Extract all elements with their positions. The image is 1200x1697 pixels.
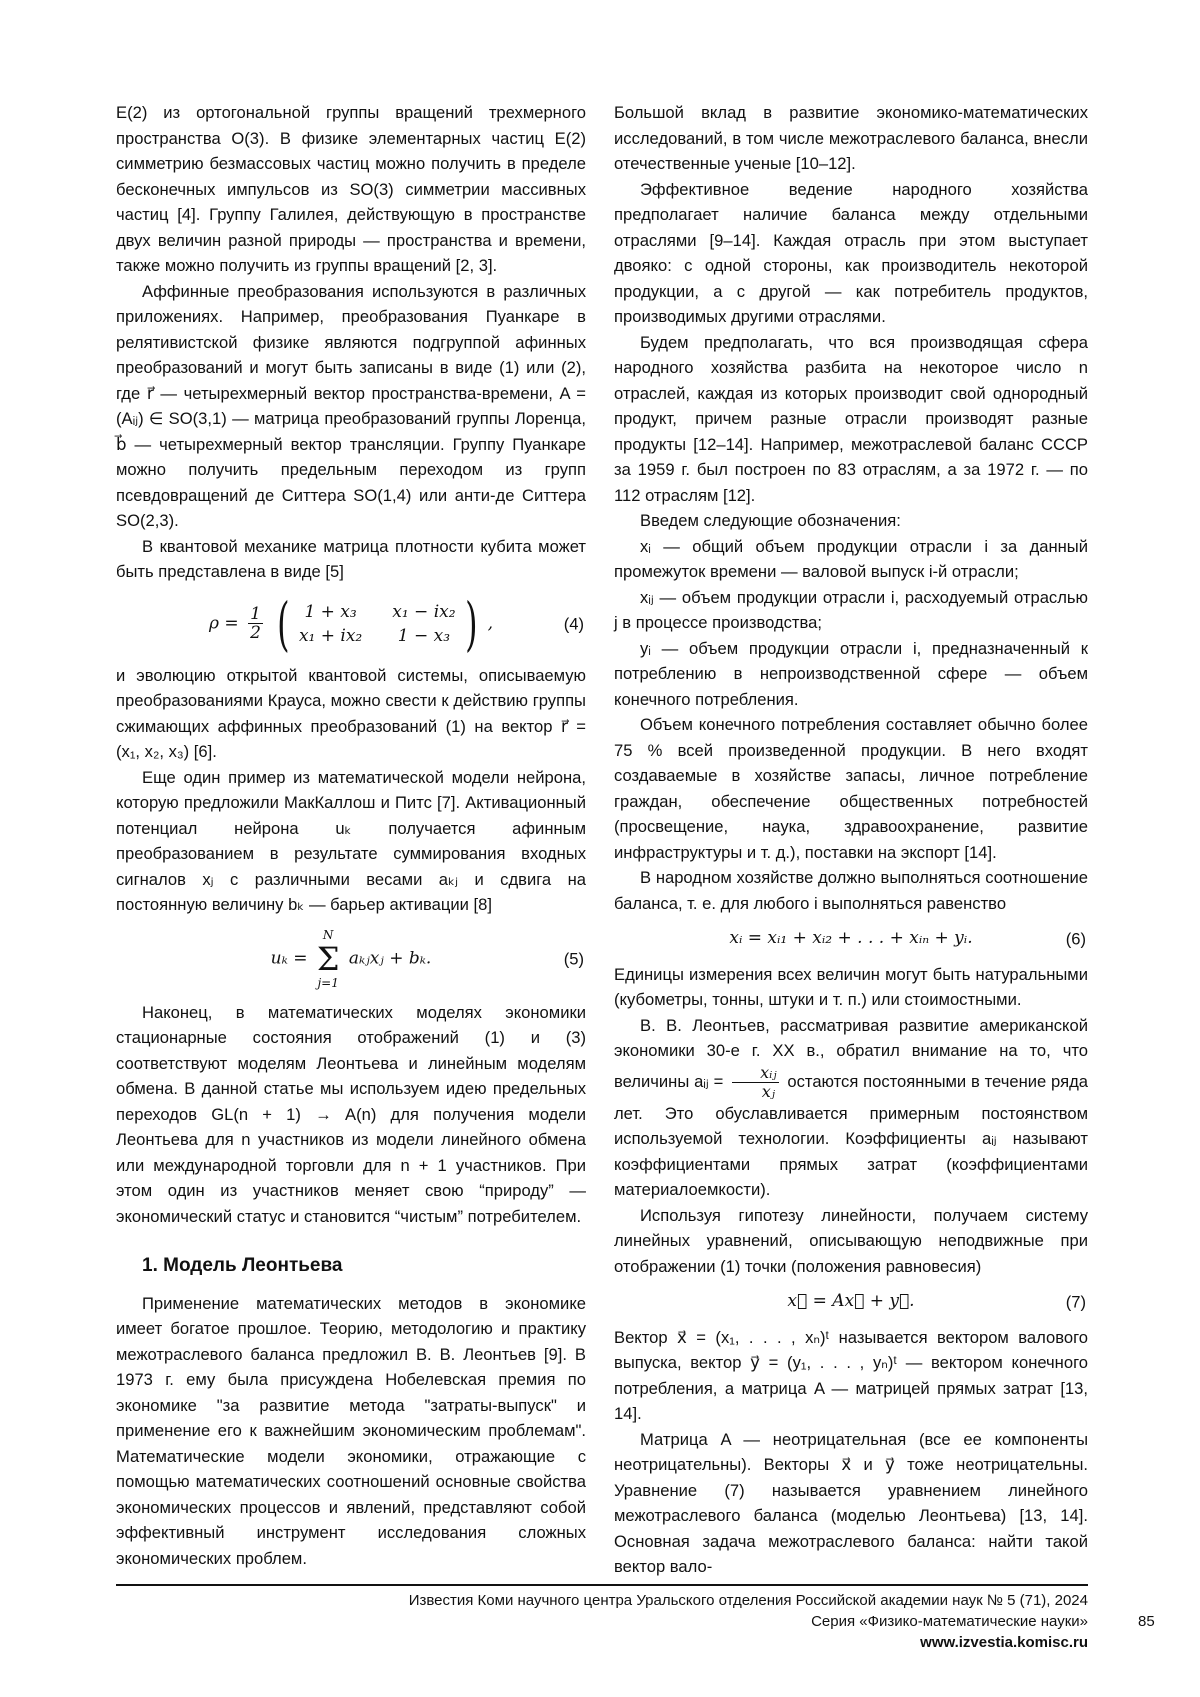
journal-series: Серия «Физико-математические науки» bbox=[811, 1613, 1088, 1630]
paragraph: Аффинные преобразования используются в различных приложениях. Например, преобразования Пуанкаре в релятивистской физике являются подгруппой афинных преобразований и могут быть записаны в виде (1) или (2), где r⃗ — четырехмерный вектор пространства-времени, A = (Aᵢⱼ) ∈ SO(3,1) — матрица преобразований группы Лоренца, b⃗ — четырехмерный вектор трансляции. Группу Пуанкаре можно получить предельным переходом из групп псевдовращений де Ситтера SO(1,4) или анти-де Ситтера SO(2,3). bbox=[116, 281, 586, 530]
text-segment: остаются постоянными в течение ряда лет. Это обуславливается примерным постоянством используемой технологии. Коэффициенты aᵢⱼ называют коэффициентами прямых затрат (коэффициентами материалоемкости). bbox=[614, 1071, 1088, 1199]
right-paren: ) bbox=[464, 589, 478, 658]
page-number: 85 bbox=[1138, 1613, 1155, 1630]
matrix-cell: 1 + x₃ bbox=[304, 601, 357, 622]
matrix-cell: x₁ − ix₂ bbox=[392, 601, 456, 622]
equation-number: (4) bbox=[563, 613, 584, 633]
section-heading: 1. Модель Леонтьева bbox=[142, 1255, 343, 1276]
paragraph: Введем следующие обозначения: bbox=[640, 511, 901, 530]
paragraph: Наконец, в математических моделях экономики стационарные состояния отображений (1) и (3) соответствуют моделям Леонтьева и линейным моделям обмена. В данной статье мы используем идею предельных переходов GL(n + 1) → A(n) для получения модели Леонтьева для n участников из модели линейного обмена или международной торговли для n + 1 участников. При этом один из участников меняет свою “природу” — экономический статус и становится “чистым” потребителем. bbox=[116, 1002, 586, 1226]
equation-5 bbox=[116, 928, 586, 990]
paragraph: Единицы измерения всех величин могут быть натуральными (кубометры, тонны, штуки и т. п.) или стоимостными. bbox=[614, 964, 1088, 1009]
text-segment: В. В. Леонтьев, рассматривая развитие американской экономики 30-е г. XX в., обратил внимание на то, что величины aᵢⱼ = bbox=[614, 1015, 1088, 1091]
paragraph: В квантовой механике матрица плотности кубита может быть представлена в виде [5] bbox=[116, 536, 586, 581]
eq4-tail: , bbox=[487, 613, 493, 633]
definition-item: yᵢ — объем продукции отрасли i, предназначенный к потреблению в непроизводственной сфере — объем конечного потребления. bbox=[614, 638, 1088, 709]
sum-operator bbox=[317, 928, 340, 990]
eq5-rhs: aₖⱼxⱼ + bₖ. bbox=[348, 948, 432, 968]
eq4-frac-den: 2 bbox=[250, 623, 261, 643]
frac-den: xⱼ bbox=[761, 1081, 775, 1101]
definition-item: xᵢⱼ — объем продукции отрасли i, расходуемый отраслью j в процессе производства; bbox=[614, 587, 1088, 632]
paragraph: Применение математических методов в экономике имеет богатое прошлое. Теорию, методологию и практику межотраслевого баланса предложил В. В. Леонтьев [9]. В 1973 г. ему была присуждена Нобелевская премия по экономике "за развитие метода "затраты-выпуск" и применение его к важнейшим экономическим проблемам". Математические модели экономики, отражающие с помощью математических соотношений основные свойства экономических процессов и явлений, представляют собой эффективный инструмент исследования сложных экономических проблем. bbox=[116, 1293, 586, 1568]
paragraph: E(2) из ортогональной группы вращений трехмерного пространства O(3). В физике элементарных частиц E(2) симметрию безмассовых частиц можно получить в пределе бесконечных импульсов из SO(3) симметрии массивных частиц [4]. Группу Галилея, действующую в пространстве двух величин разной природы — пространства и времени, также можно получить из группы вращений [2, 3]. bbox=[116, 103, 586, 275]
right-column bbox=[614, 100, 1088, 1580]
paragraph: Матрица A — неотрицательная (все ее компоненты неотрицательны). Векторы x⃗ и y⃗ тоже неотрицательны. Уравнение (7) называется уравнением линейного межотраслевого баланса (моделью Леонтьева) [13, 14]. Основная задача межотраслевого баланса: найти такой вектор вало- bbox=[614, 1429, 1088, 1576]
paragraph: Еще один пример из математической модели нейрона, которую предложили МакКаллош и Питс [7]. Активационный потенциал нейрона uₖ получается афинным преобразованием в результате суммирования входных сигналов xⱼ с различными весами aₖⱼ и сдвига на постоянную величину bₖ — барьер активации [8] bbox=[116, 767, 586, 914]
inline-fraction bbox=[732, 1064, 778, 1101]
paragraph: Будем предполагать, что вся производящая сфера народного хозяйства разбита на некоторое число n отраслей, каждая из которых производит свой однородный продукт, причем разные отрасли производят разные продукты [12–14]. Например, межотраслевой баланс СССР за 1959 г. был построен по 83 отраслям, а за 1972 г. — по 112 отраслям [12]. bbox=[614, 332, 1088, 505]
paragraph bbox=[614, 1013, 1088, 1203]
sum-symbol: Σ bbox=[316, 939, 340, 978]
paragraph: Большой вклад в развитие экономико-математических исследований, в том числе межотраслевого баланса, внесли отечественные ученые [10–12]. bbox=[614, 103, 1088, 173]
sum-lower-limit: j=1 bbox=[317, 975, 339, 990]
paragraph: Вектор x⃗ = (x₁, . . . , xₙ)ᵗ называется вектором валового выпуска, вектор y⃗ = (y₁, . . . , yₙ)ᵗ — вектором конечного потребления, а матрица A — матрицей прямых затрат [13, 14]. bbox=[614, 1327, 1088, 1423]
equation-7 bbox=[614, 1289, 1088, 1315]
equation-number: (6) bbox=[1065, 929, 1086, 948]
equation-6 bbox=[614, 926, 1088, 952]
eq4-fraction bbox=[248, 605, 263, 642]
frac-num: xᵢⱼ bbox=[732, 1064, 778, 1083]
eq4-lhs: ρ = bbox=[209, 613, 239, 633]
paragraph: Используя гипотезу линейности, получаем систему линейных уравнений, описывающую неподвижные при отображении (1) точки (положения равновесия) bbox=[614, 1205, 1088, 1276]
left-column bbox=[116, 100, 586, 1571]
eq6-body: xᵢ = xᵢ₁ + xᵢ₂ + . . . + xᵢₙ + yᵢ. bbox=[729, 928, 973, 948]
matrix-cell: x₁ + ix₂ bbox=[298, 625, 363, 646]
paragraph: В народном хозяйстве должно выполняться соотношение баланса, т. е. для любого i выполняться равенство bbox=[614, 868, 1088, 913]
footer bbox=[409, 1590, 1088, 1653]
journal-title: Известия Коми научного центра Уральского отделения Российской академии наук № 5 (71), 2024 bbox=[408, 1592, 1088, 1609]
matrix-cell: 1 − x₃ bbox=[397, 625, 451, 646]
equation-number: (5) bbox=[563, 948, 584, 968]
footer-rule bbox=[116, 1584, 1088, 1586]
eq5-lhs: uₖ = bbox=[270, 948, 308, 968]
equation-4 bbox=[116, 589, 586, 658]
eq4-matrix bbox=[272, 589, 482, 658]
eq4-frac-num: 1 bbox=[250, 604, 261, 624]
definition-item: xᵢ — общий объем продукции отрасли i за данный промежуток времени — валовой выпуск i-й отрасли; bbox=[614, 536, 1088, 581]
paragraph: и эволюцию открытой квантовой системы, описываемую преобразованиями Крауса, можно свести к действию группы сжимающих аффинных преобразований (1) на вектор r⃗ = (x₁, x₂, x₃) [6]. bbox=[116, 665, 586, 761]
paragraph: Эффективное ведение народного хозяйства предполагает наличие баланса между отдельными отраслями [9–14]. Каждая отрасль при этом выступает двояко: с одной стороны, как производитель некоторой продукции, а с другой — как потребитель продуктов, производимых другими отраслями. bbox=[614, 179, 1088, 326]
eq7-body: x⃗ = Ax⃗ + y⃗. bbox=[787, 1291, 915, 1311]
left-paren: ( bbox=[277, 589, 290, 658]
paragraph: Объем конечного потребления составляет обычно более 75 % всей произведенной продукции. В него входят создаваемые в хозяйстве запасы, личное потребление граждан, обеспечение общественных потребностей (просвещение, наука, здравоохранение, развитие инфраструктуры и т. д.), поставки на экспорт [14]. bbox=[614, 715, 1088, 862]
journal-url[interactable]: www.izvestia.komisc.ru bbox=[920, 1634, 1088, 1651]
sum-upper-limit: N bbox=[322, 927, 334, 942]
equation-number: (7) bbox=[1065, 1292, 1086, 1311]
